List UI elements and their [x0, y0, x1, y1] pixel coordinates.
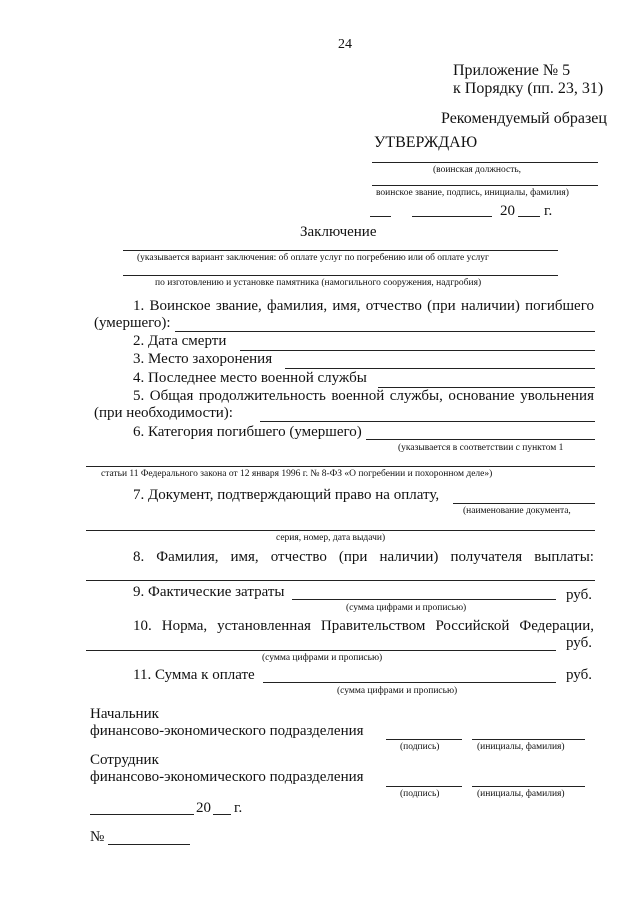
item-11-hint: (сумма цифрами и прописью) [337, 686, 458, 696]
position-hint: (воинская должность, [433, 165, 522, 175]
appendix-label: Приложение № 5 [453, 62, 571, 79]
page-number: 24 [338, 37, 352, 52]
label-word: 1. [133, 298, 145, 314]
item-6-field-2[interactable] [86, 466, 595, 467]
approve-year-line[interactable] [518, 216, 540, 217]
label-word: Общая [149, 388, 194, 404]
label-word: выплаты: [534, 549, 594, 565]
item-11-field[interactable] [263, 682, 556, 683]
position-line[interactable] [372, 162, 598, 163]
item-8-label [133, 549, 594, 566]
head-name-field[interactable] [472, 739, 585, 740]
item-10-field[interactable] [86, 650, 556, 651]
label-word: 10. [133, 618, 152, 634]
approve-year-suffix: г. [544, 203, 553, 219]
label-word: наличии) [460, 298, 520, 314]
item-5-label-cont: (при необходимости): [94, 405, 233, 421]
item-6-field[interactable] [366, 439, 595, 440]
approve-label: УТВЕРЖДАЮ [374, 134, 478, 151]
item-6-hint: (указывается в соответствии с пунктом 1 [398, 443, 564, 453]
item-3-field[interactable] [285, 368, 595, 369]
label-word: отчество [365, 298, 422, 314]
label-word: 5. [133, 388, 145, 404]
label-word: отчество [270, 549, 327, 565]
item-7-hint: (наименование документа, [463, 506, 571, 516]
rank-line[interactable] [372, 185, 598, 186]
footer-year: 20 [196, 800, 211, 816]
label-word: продолжительность [198, 388, 326, 404]
document-title: Заключение [300, 224, 377, 240]
item-10-hint: (сумма цифрами и прописью) [262, 653, 383, 663]
head-signature-field[interactable] [386, 739, 462, 740]
item-7-field[interactable] [453, 503, 595, 504]
item-7-field-2[interactable] [86, 530, 595, 531]
item-11-label: 11. Сумма к оплате [133, 667, 255, 683]
footer-year-line[interactable] [213, 814, 231, 815]
employee-name-field[interactable] [472, 786, 585, 787]
item-5-label [133, 388, 594, 405]
label-word: основание [448, 388, 515, 404]
footer-date-line[interactable] [90, 814, 194, 815]
item-9-currency: руб. [566, 587, 592, 603]
item-3-label: 3. Место захоронения [133, 351, 273, 367]
item-2-label: 2. Дата смерти [133, 333, 227, 349]
number-sign: № [90, 829, 105, 845]
label-word: службы, [389, 388, 443, 404]
label-word: Фамилия, [156, 549, 219, 565]
item-1-label [133, 298, 594, 315]
approve-day-line[interactable] [370, 216, 391, 217]
employee-signature-hint: (подпись) [400, 789, 440, 799]
label-word: имя, [332, 298, 361, 314]
approve-year: 20 [500, 203, 515, 219]
variant-line-1[interactable] [123, 250, 558, 251]
item-11-currency: руб. [566, 667, 592, 683]
head-department: финансово-экономического подразделения [90, 723, 364, 739]
label-word: фамилия, [267, 298, 328, 314]
item-7-label: 7. Документ, подтверждающий право на оплату, [133, 487, 440, 503]
approve-month-line[interactable] [412, 216, 492, 217]
employee-title: Сотрудник [90, 752, 159, 768]
head-name-hint: (инициалы, фамилия) [477, 742, 565, 752]
label-word: военной [331, 388, 385, 404]
label-word: погибшего [525, 298, 594, 314]
item-6-hint-2: статьи 11 Федерального закона от 12 января 1996 г. № 8-ФЗ «О погребении и похоронном деле») [101, 469, 493, 479]
employee-name-hint: (инициалы, фамилия) [477, 789, 565, 799]
item-9-field[interactable] [292, 599, 556, 600]
label-word: Норма, [161, 618, 208, 634]
label-word: звание, [215, 298, 262, 314]
label-word: получателя [450, 549, 523, 565]
head-signature-hint: (подпись) [400, 742, 440, 752]
item-6-label: 6. Категория погибшего (умершего) [133, 424, 362, 440]
item-9-hint: (сумма цифрами и прописью) [346, 603, 467, 613]
item-7-hint-2: серия, номер, дата выдачи) [276, 533, 386, 543]
label-word: (при [427, 298, 456, 314]
label-word: (при [338, 549, 368, 565]
rank-hint: воинское звание, подпись, инициалы, фамилия) [376, 188, 569, 198]
variant-hint-1: (указывается вариант заключения: об оплате услуг по погребению или об оплате услуг [137, 253, 489, 263]
label-word: Правительством [320, 618, 426, 634]
employee-signature-field[interactable] [386, 786, 462, 787]
item-4-label: 4. Последнее место военной службы [133, 370, 367, 386]
item-2-field[interactable] [240, 350, 595, 351]
order-reference: к Порядку (пп. 23, 31) [453, 80, 604, 97]
item-1-label-cont: (умершего): [94, 315, 171, 331]
item-10-currency: руб. [566, 635, 592, 651]
variant-hint-2: по изготовлению и установке памятника (намогильного сооружения, надгробия) [155, 278, 482, 288]
item-8-field[interactable] [86, 580, 595, 581]
item-1-field[interactable] [175, 331, 595, 332]
head-title: Начальник [90, 706, 159, 722]
label-word: 8. [133, 549, 145, 565]
item-10-label [133, 618, 594, 635]
number-field[interactable] [108, 844, 190, 845]
label-word: увольнения [520, 388, 594, 404]
label-word: имя, [230, 549, 259, 565]
label-word: Воинское [149, 298, 211, 314]
sample-label: Рекомендуемый образец [441, 110, 607, 127]
label-word: Федерации, [519, 618, 594, 634]
label-word: наличии) [379, 549, 439, 565]
item-5-field[interactable] [260, 421, 595, 422]
label-word: Российской [435, 618, 510, 634]
footer-year-suffix: г. [234, 800, 243, 816]
employee-department: финансово-экономического подразделения [90, 769, 364, 785]
variant-line-2[interactable] [123, 275, 558, 276]
item-9-label: 9. Фактические затраты [133, 584, 285, 600]
label-word: установленная [217, 618, 311, 634]
